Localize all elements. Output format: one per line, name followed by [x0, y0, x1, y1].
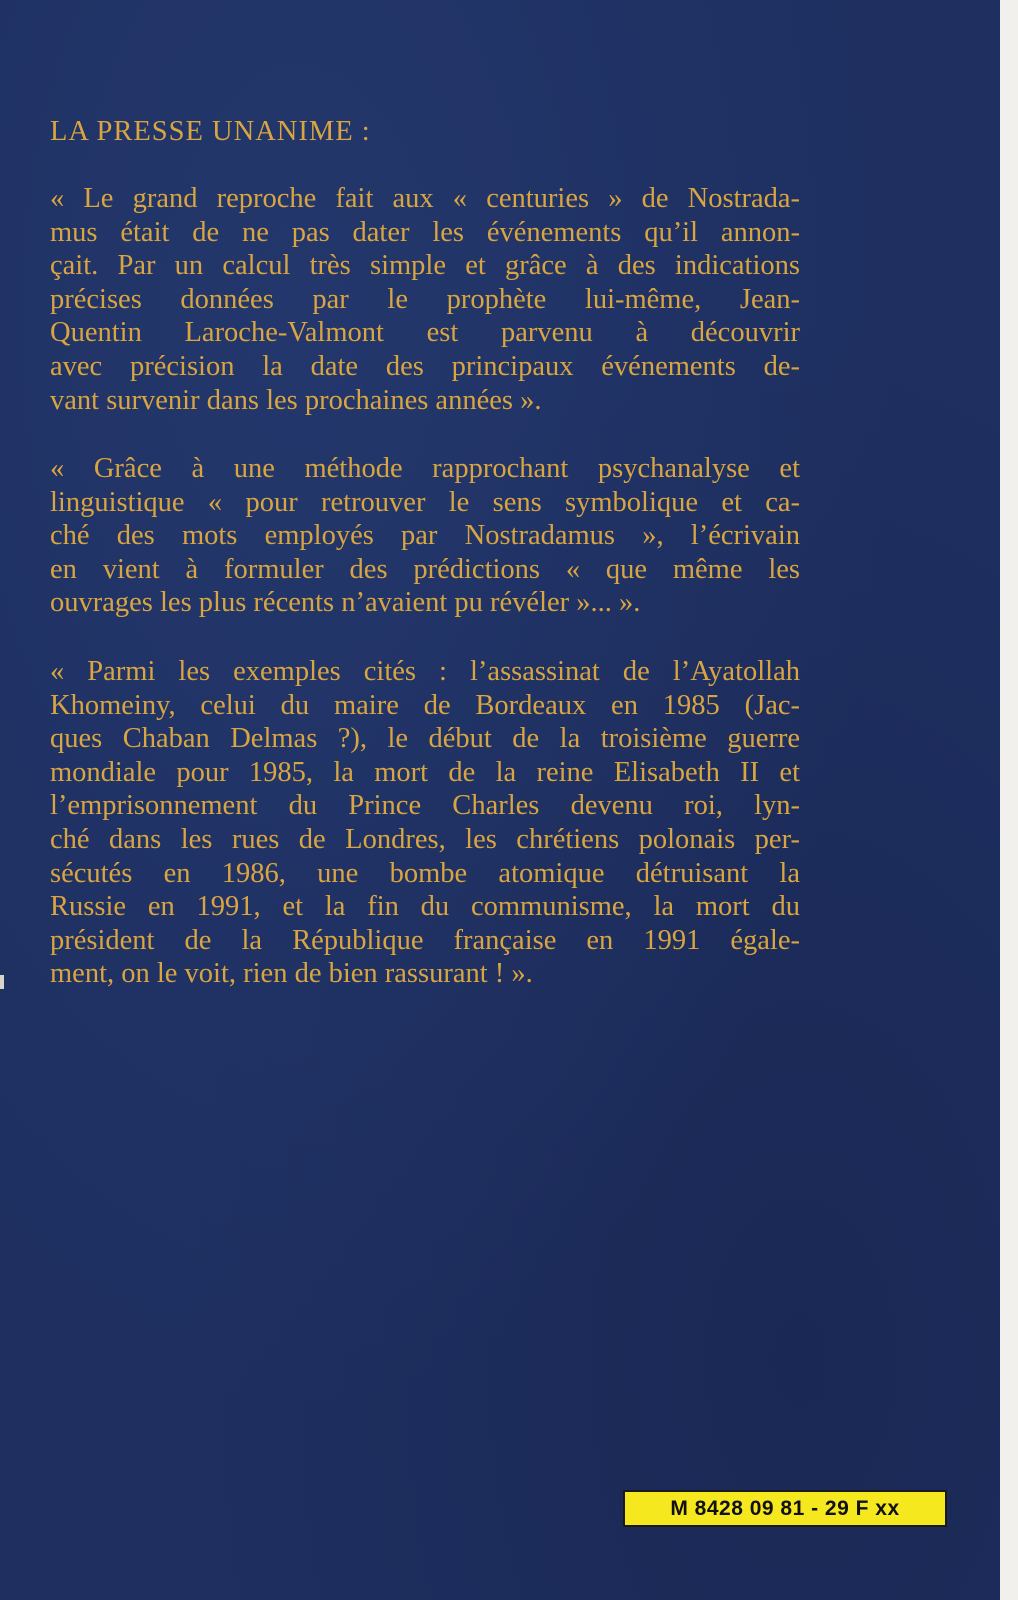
text-line: ouvrages les plus récents n’avaient pu révéler »... ».	[50, 587, 641, 619]
press-quote-3	[50, 655, 800, 991]
text-line: précises données par le prophète lui-même, Jean-	[50, 283, 800, 315]
text-line: mondiale pour 1985, la mort de la reine Elisabeth II et	[50, 756, 800, 788]
text-line: ché dans les rues de Londres, les chrétiens polonais per-	[50, 823, 800, 855]
text-line: Quentin Laroche-Valmont est parvenu à découvrir	[50, 317, 800, 349]
text-line: président de la République française en 1991 égale-	[50, 924, 800, 956]
press-heading: LA PRESSE UNANIME :	[50, 116, 371, 147]
text-line: çait. Par un calcul très simple et grâce à des indications	[50, 250, 800, 282]
text-line: l’emprisonnement du Prince Charles devenu roi, lyn-	[50, 790, 800, 822]
text-line: vant survenir dans les prochaines années ».	[50, 384, 542, 416]
price-sticker: M 8428 09 81 - 29 F xx	[623, 1490, 947, 1527]
press-quote-1	[50, 182, 800, 417]
press-quote-2	[50, 452, 800, 620]
scan-edge-mark	[0, 975, 4, 989]
text-line: « Parmi les exemples cités : l’assassinat de l’Ayatollah	[50, 656, 800, 687]
text-line: ment, on le voit, rien de bien rassurant ! ».	[50, 958, 533, 990]
text-line: ché des mots employés par Nostradamus », l’écrivain	[50, 520, 800, 552]
text-line: sécutés en 1986, une bombe atomique détruisant la	[50, 857, 800, 889]
text-line: « Grâce à une méthode rapprochant psychanalyse et	[50, 453, 800, 484]
text-line: « Le grand reproche fait aux « centuries » de Nostrada-	[50, 183, 800, 214]
text-line: Russie en 1991, et la fin du communisme, la mort du	[50, 891, 800, 923]
text-line: ques Chaban Delmas ?), le début de la troisième guerre	[50, 723, 800, 755]
text-line: mus était de ne pas dater les événements qu’il annon-	[50, 216, 800, 248]
text-line: Khomeiny, celui du maire de Bordeaux en 1985 (Jac-	[50, 689, 800, 721]
text-line: en vient à formuler des prédictions « que même les	[50, 553, 800, 585]
text-line: avec précision la date des principaux événements de-	[50, 350, 800, 382]
text-line: linguistique « pour retrouver le sens symbolique et ca-	[50, 486, 800, 518]
